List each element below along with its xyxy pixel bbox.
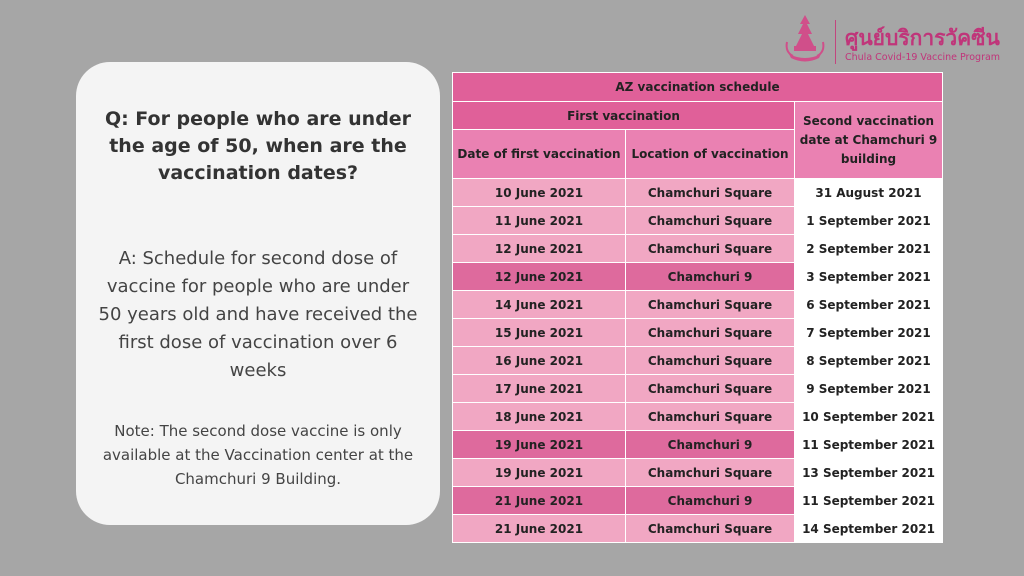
location-cell: Chamchuri 9: [626, 487, 795, 515]
table-row: [453, 375, 943, 403]
location-cell: Chamchuri Square: [626, 403, 795, 431]
first-date-cell: 15 June 2021: [453, 319, 626, 347]
table-row-highlighted: [453, 431, 943, 459]
second-date-cell: 11 September 2021: [795, 487, 943, 515]
location-cell: Chamchuri Square: [626, 291, 795, 319]
second-date-cell: 9 September 2021: [795, 375, 943, 403]
second-date-cell: 8 September 2021: [795, 347, 943, 375]
first-date-cell: 19 June 2021: [453, 431, 626, 459]
answer-text: A: Schedule for second dose of vaccine for people who are under 50 years old and have received the first dose of vaccination over 6 weeks: [98, 248, 418, 381]
location-cell: Chamchuri Square: [626, 207, 795, 235]
table-row-highlighted: [453, 487, 943, 515]
table-row: [453, 179, 943, 207]
first-date-cell: 10 June 2021: [453, 179, 626, 207]
location-cell: Chamchuri Square: [626, 515, 795, 543]
second-vaccination-header: Second vaccination date at Chamchuri 9 building: [795, 102, 943, 179]
table-row: [453, 403, 943, 431]
location-cell: Chamchuri Square: [626, 319, 795, 347]
location-cell: Chamchuri 9: [626, 263, 795, 291]
second-date-cell: 2 September 2021: [795, 235, 943, 263]
first-vaccination-header: First vaccination: [453, 102, 795, 130]
first-date-cell: 12 June 2021: [453, 263, 626, 291]
second-date-cell: 13 September 2021: [795, 459, 943, 487]
table-row: [453, 515, 943, 543]
second-date-cell: 7 September 2021: [795, 319, 943, 347]
table-row: [453, 235, 943, 263]
second-date-cell: 11 September 2021: [795, 431, 943, 459]
location-cell: Chamchuri Square: [626, 235, 795, 263]
first-date-cell: 12 June 2021: [453, 235, 626, 263]
qa-card: [76, 62, 440, 525]
first-date-cell: 19 June 2021: [453, 459, 626, 487]
location-cell: Chamchuri Square: [626, 347, 795, 375]
second-date-cell: 31 August 2021: [795, 179, 943, 207]
table-row: [453, 319, 943, 347]
table-title: AZ vaccination schedule: [453, 73, 943, 102]
table-row: [453, 459, 943, 487]
table-row-highlighted: [453, 263, 943, 291]
vaccination-schedule-table: [452, 72, 943, 543]
table-row: [453, 291, 943, 319]
date-first-header: Date of first vaccination: [453, 130, 626, 179]
first-date-cell: 11 June 2021: [453, 207, 626, 235]
first-date-cell: 18 June 2021: [453, 403, 626, 431]
table-row: [453, 207, 943, 235]
logo-subtitle: Chula Covid-19 Vaccine Program: [845, 52, 1001, 63]
note-text: Note: The second dose vaccine is only available at the Vaccination center at the Chamchuri 9 Building.: [102, 422, 414, 488]
logo-thai-name: ศูนย์บริการวัคซีน: [845, 26, 1000, 50]
chula-emblem-icon: [783, 12, 827, 68]
table-row: [453, 347, 943, 375]
second-date-cell: 6 September 2021: [795, 291, 943, 319]
location-cell: Chamchuri Square: [626, 375, 795, 403]
second-date-cell: 1 September 2021: [795, 207, 943, 235]
location-cell: Chamchuri Square: [626, 459, 795, 487]
question-text: Q: For people who are under the age of 50, when are the vaccination dates?: [104, 108, 412, 184]
program-logo: [783, 12, 1003, 68]
first-date-cell: 17 June 2021: [453, 375, 626, 403]
first-date-cell: 21 June 2021: [453, 515, 626, 543]
first-date-cell: 21 June 2021: [453, 487, 626, 515]
first-date-cell: 16 June 2021: [453, 347, 626, 375]
location-header: Location of vaccination: [626, 130, 795, 179]
second-date-cell: 10 September 2021: [795, 403, 943, 431]
location-cell: Chamchuri Square: [626, 179, 795, 207]
second-date-cell: 14 September 2021: [795, 515, 943, 543]
location-cell: Chamchuri 9: [626, 431, 795, 459]
first-date-cell: 14 June 2021: [453, 291, 626, 319]
logo-divider: [835, 20, 836, 64]
second-date-cell: 3 September 2021: [795, 263, 943, 291]
